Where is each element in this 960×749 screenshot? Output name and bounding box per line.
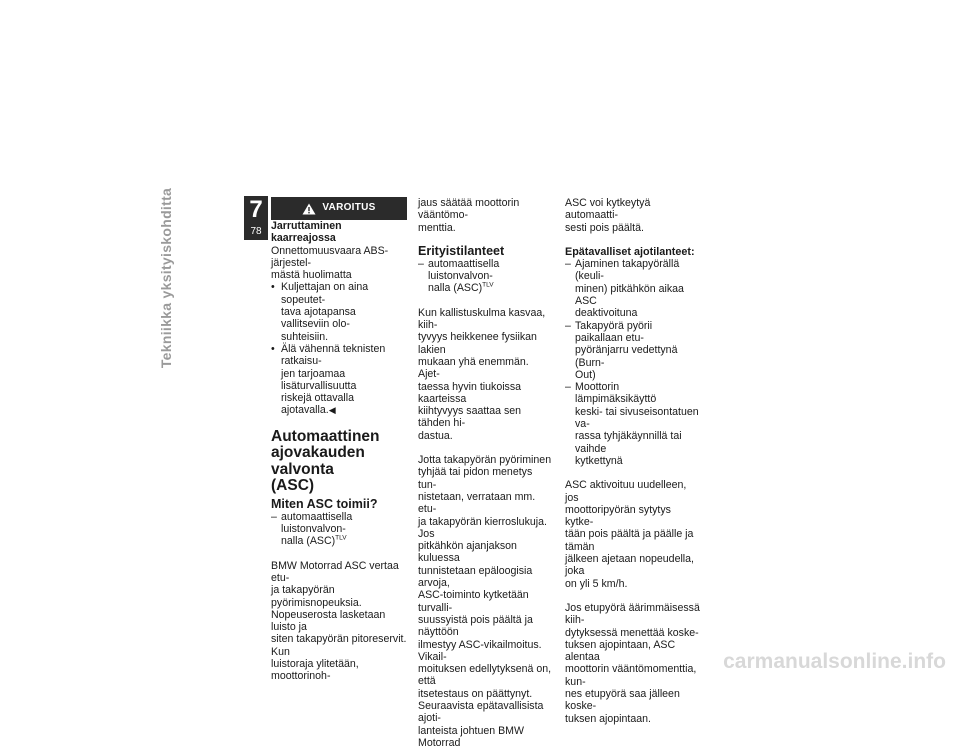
situation-list: [565, 258, 701, 467]
paragraph: Jotta takapyörän pyöriminen tyhjää tai pidon menetys tun- nistetaan, verrataan mm. etu- ja takapyörän kierroslukuja. Jos pitkähkön ajanjakson kuluessa tunnistetaan epäloogisia arvoja, ASC-toiminto kytketään turvalli- suussyistä pois päältä ja näyttöön ilmestyy ASC-vikailmoitus. Vikail- moituksen edellytyksenä on, että itsetestaus on päättynyt. Seuraavista epätavallisista ajoti- lanteista johtuen BMW Motorrad: [418, 454, 552, 749]
paragraph: jaus säätää moottorin vääntömo- menttia.: [418, 197, 520, 234]
warning-bullets: [271, 281, 407, 416]
option-list: [418, 258, 552, 295]
chapter-number: 7: [249, 196, 263, 223]
warning-label: VAROITUS: [322, 202, 376, 214]
paragraph: BMW Motorrad ASC vertaa etu- ja takapyörän pyörimisnopeuksia. Nopeuserosta lasketaan luisto ja siten takapyörän pitoreservit. Kun luistoraja ylitetään, moottorinoh-: [271, 559, 407, 683]
paragraph: Jos etupyörä äärimmäisessä kiih- dytyksessä menettää koske- tuksen ajopintaan, ASC alentaa moottorin vääntömomenttia, kun- nes etupyörä saa jälleen koske- tuksen ajopintaan.: [565, 601, 700, 725]
section-title: Automaattinen ajovakauden valvonta (ASC): [271, 427, 380, 495]
list-item: • Kuljettajan on aina sopeutet- tava ajotapansa vallitseviin olo- suhteisiin.: [271, 281, 369, 343]
warning-triangle-icon: [302, 203, 316, 215]
option-list: [271, 511, 407, 548]
warning-title: Jarruttaminen kaarreajossa: [271, 220, 342, 245]
column-3: [565, 197, 701, 725]
list-item: – automaattisella luistonvalvon- nalla (ASC)$^{TLV}$: [418, 257, 500, 295]
paragraph: Kun kallistuskulma kasvaa, kiih- tyvyys heikkenee fysiikan lakien mukaan yhä enemmän. Ajet- taessa hyvin tiukoissa kaarteissa kiihtyvyys saattaa sen tähden hi- dastua.: [418, 306, 546, 442]
side-chapter-title: Tekniikka yksityiskohditta: [157, 187, 174, 369]
section-heading: Erityistilanteet: [418, 243, 505, 258]
warning-bar: [271, 197, 407, 220]
column-1: [271, 197, 407, 683]
end-mark-icon: ◀: [328, 405, 336, 416]
list-item: – Moottorin lämpimäksikäyttö keski- tai sivuseisontatuen va- rassa tyhjäkäynnillä tai vaihde kytkettynä: [565, 381, 699, 467]
list-item: – Takapyörä pyörii paikallaan etu- pyöränjarru vedettynä (Burn- Out): [565, 319, 678, 381]
warning-line: Onnettomuusvaara ABS-järjestel- mästä huolimatta: [271, 244, 389, 282]
list-item: • Älä vähennä teknisten ratkaisu- jen tarjoamaa lisäturvallisuutta riskejä ottavalla ajotavalla.◀: [271, 342, 386, 417]
section-heading: Epätavalliset ajotilanteet:: [565, 245, 695, 258]
section-subtitle: Miten ASC toimii?: [271, 496, 378, 511]
page-number: 78: [250, 226, 262, 237]
paragraph: ASC voi kytkeytyä automaatti- sesti pois päältä.: [565, 197, 651, 234]
paragraph: ASC aktivoituu uudelleen, jos moottoripyörän sytytys kytke- tään pois päältä ja päälle ja tämän jälkeen ajetaan nopeudella, joka on yli 5 km/h.: [565, 479, 694, 590]
watermark: carmanualsonline.info: [723, 650, 946, 673]
list-item: – automaattisella luistonvalvon- nalla (ASC)$^{TLV}$: [271, 510, 353, 548]
list-item: – Ajaminen takapyörällä (keuli- minen) pitkähkön aikaa ASC deaktivoituna: [565, 258, 684, 320]
